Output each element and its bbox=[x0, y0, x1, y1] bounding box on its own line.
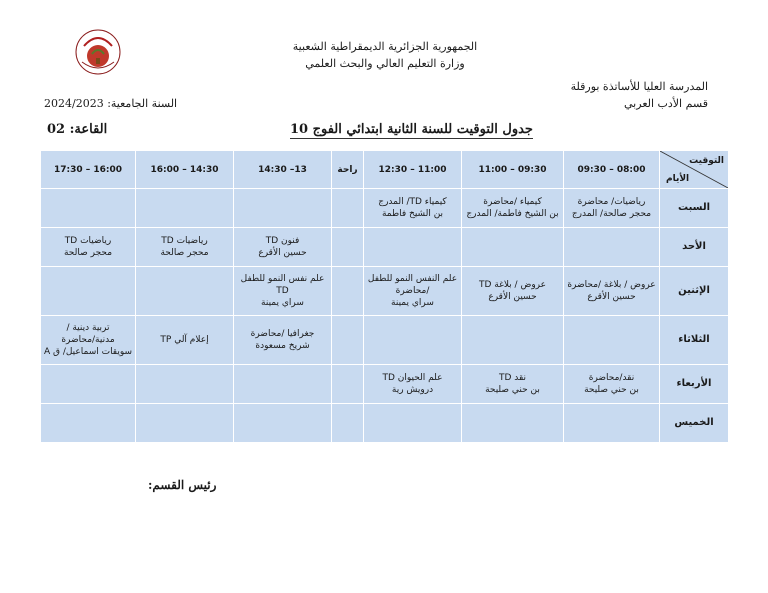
time-slot-header: 08:00 – 09:30 bbox=[564, 151, 660, 189]
day-cell: الإثنين bbox=[660, 266, 729, 315]
table-row bbox=[41, 227, 729, 266]
cell-text-line: بن الشيخ فاطمة bbox=[381, 208, 444, 219]
schedule-cell bbox=[462, 227, 564, 266]
time-slot-header: 09:30 – 11:00 bbox=[462, 151, 564, 189]
corner-cell bbox=[660, 151, 729, 189]
schedule-cell bbox=[332, 189, 364, 228]
schedule-cell bbox=[364, 189, 462, 228]
header-center bbox=[250, 38, 520, 72]
schedule-cell bbox=[564, 227, 660, 266]
schedule-cell bbox=[234, 266, 332, 315]
schedule-cell bbox=[136, 365, 234, 404]
cell-text-line: رياضيات TD bbox=[161, 235, 208, 246]
corner-days-label: الأيام bbox=[666, 174, 690, 184]
head-of-department-label: رئيس القسم: bbox=[148, 478, 217, 492]
academic-year: السنة الجامعية: 2024/2023 bbox=[44, 97, 178, 110]
cell-text-line: حسين الأقرع bbox=[587, 291, 636, 302]
schedule-cell bbox=[41, 365, 136, 404]
schedule-cell bbox=[234, 315, 332, 364]
cell-text-line: سويقات اسماعيل/ ق A bbox=[43, 347, 133, 358]
schedule-cell bbox=[462, 315, 564, 364]
cell-text-line: بن حني صليحة bbox=[584, 385, 639, 396]
table-row bbox=[41, 404, 729, 443]
cell-text-line: كيمياء TD/ المدرج bbox=[378, 196, 447, 207]
cell-text-line: كيمياء /محاضرة bbox=[483, 196, 542, 207]
header-right bbox=[571, 78, 708, 112]
cell-text-line: رياضيات/ محاضرة bbox=[577, 196, 646, 207]
schedule-cell bbox=[41, 266, 136, 315]
day-cell: السبت bbox=[660, 189, 729, 228]
room-label: القاعة: 02 bbox=[47, 122, 108, 137]
cell-text-line: علم نفس النمو للطفل TD bbox=[240, 273, 325, 296]
time-slot-header: 14:30 – 16:00 bbox=[136, 151, 234, 189]
schedule-cell bbox=[41, 227, 136, 266]
schedule-cell bbox=[332, 227, 364, 266]
break-header: راحة bbox=[332, 151, 364, 189]
table-row bbox=[41, 266, 729, 315]
timetable-body bbox=[41, 189, 729, 443]
cell-text-line: حسين الأقرع bbox=[258, 247, 307, 258]
cell-text-line: عروض / بلاغة TD bbox=[478, 279, 547, 290]
schedule-cell bbox=[364, 315, 462, 364]
corner-time-label: التوقيت bbox=[689, 156, 724, 166]
schedule-cell bbox=[564, 266, 660, 315]
schedule-cell bbox=[136, 315, 234, 364]
cell-text-line: محجر صالحة/ المدرج bbox=[571, 208, 652, 219]
schedule-cell bbox=[136, 266, 234, 315]
schedule-cell bbox=[332, 315, 364, 364]
department-name: قسم الأدب العربي bbox=[624, 97, 708, 110]
schedule-cell bbox=[136, 404, 234, 443]
schedule-cell bbox=[41, 189, 136, 228]
cell-text-line: حسين الأقرع bbox=[488, 291, 537, 302]
schedule-cell bbox=[364, 365, 462, 404]
day-cell: الخميس bbox=[660, 404, 729, 443]
cell-text-line: علم الحيوان TD bbox=[382, 373, 443, 384]
day-cell: الثلاثاء bbox=[660, 315, 729, 364]
schedule-cell bbox=[364, 266, 462, 315]
cell-text-line: جغرافيا /محاضرة bbox=[250, 329, 315, 340]
schedule-cell bbox=[462, 404, 564, 443]
cell-text-line: فنون TD bbox=[265, 235, 300, 246]
cell-text-line: بن حني صليحة bbox=[485, 385, 540, 396]
time-slot-header: 16:00 – 17:30 bbox=[41, 151, 136, 189]
schedule-cell bbox=[41, 315, 136, 364]
schedule-cell bbox=[332, 266, 364, 315]
table-row bbox=[41, 189, 729, 228]
table-row bbox=[41, 315, 729, 364]
schedule-cell bbox=[234, 404, 332, 443]
time-slot-header: 13– 14:30 bbox=[234, 151, 332, 189]
schedule-cell bbox=[234, 227, 332, 266]
schedule-cell bbox=[462, 365, 564, 404]
header-row bbox=[41, 151, 729, 189]
cell-text-line: رياضيات TD bbox=[64, 235, 112, 246]
schedule-cell bbox=[564, 189, 660, 228]
schedule-cell bbox=[332, 365, 364, 404]
timetable bbox=[40, 150, 729, 443]
table-row bbox=[41, 365, 729, 404]
cell-text-line: بن الشيخ فاطمة/ المدرج bbox=[466, 208, 559, 219]
cell-text-line: درويش رية bbox=[391, 385, 434, 396]
cell-text-line: سراي يمينة bbox=[391, 297, 434, 308]
schedule-cell bbox=[332, 404, 364, 443]
cell-text-line: سراي يمينة bbox=[261, 297, 304, 308]
cell-text-line: نقد TD bbox=[498, 373, 527, 384]
page-title: جدول التوقيت للسنة الثانية ابتدائي الفوج 10 bbox=[290, 122, 533, 137]
cell-text-line: إعلام آلي TP bbox=[160, 335, 209, 346]
school-name: المدرسة العليا للأساتذة بورقلة bbox=[570, 80, 708, 93]
schedule-cell bbox=[136, 227, 234, 266]
cell-text-line: مدنية/محاضرة bbox=[61, 335, 115, 346]
cell-text-line: محجر صالحة bbox=[63, 247, 113, 258]
school-logo bbox=[74, 28, 122, 76]
republic-name: الجمهورية الجزائرية الديمقراطية الشعبية bbox=[292, 40, 478, 53]
schedule-cell bbox=[364, 404, 462, 443]
cell-text-line: تربية دينية / bbox=[66, 323, 110, 334]
cell-text-line: نقد/محاضرة bbox=[588, 373, 635, 384]
schedule-cell bbox=[364, 227, 462, 266]
cell-text-line: محجر صالحة bbox=[160, 247, 209, 258]
cell-text-line: عروض / بلاغة /محاضرة bbox=[567, 279, 656, 290]
day-cell: الأربعاء bbox=[660, 365, 729, 404]
ministry-name: وزارة التعليم العالي والبحث العلمي bbox=[305, 57, 465, 70]
schedule-cell bbox=[136, 189, 234, 228]
cell-text-line: شريخ مسعودة bbox=[255, 341, 310, 352]
schedule-cell bbox=[564, 365, 660, 404]
day-cell: الأحد bbox=[660, 227, 729, 266]
schedule-cell bbox=[462, 266, 564, 315]
schedule-cell bbox=[462, 189, 564, 228]
schedule-cell bbox=[41, 404, 136, 443]
schedule-cell bbox=[564, 315, 660, 364]
time-slot-header: 11:00 – 12:30 bbox=[364, 151, 462, 189]
schedule-cell bbox=[564, 404, 660, 443]
schedule-cell bbox=[234, 189, 332, 228]
schedule-cell bbox=[234, 365, 332, 404]
cell-text-line: علم النفس النمو للطفل bbox=[367, 273, 458, 284]
cell-text-line: /محاضرة bbox=[395, 285, 430, 296]
